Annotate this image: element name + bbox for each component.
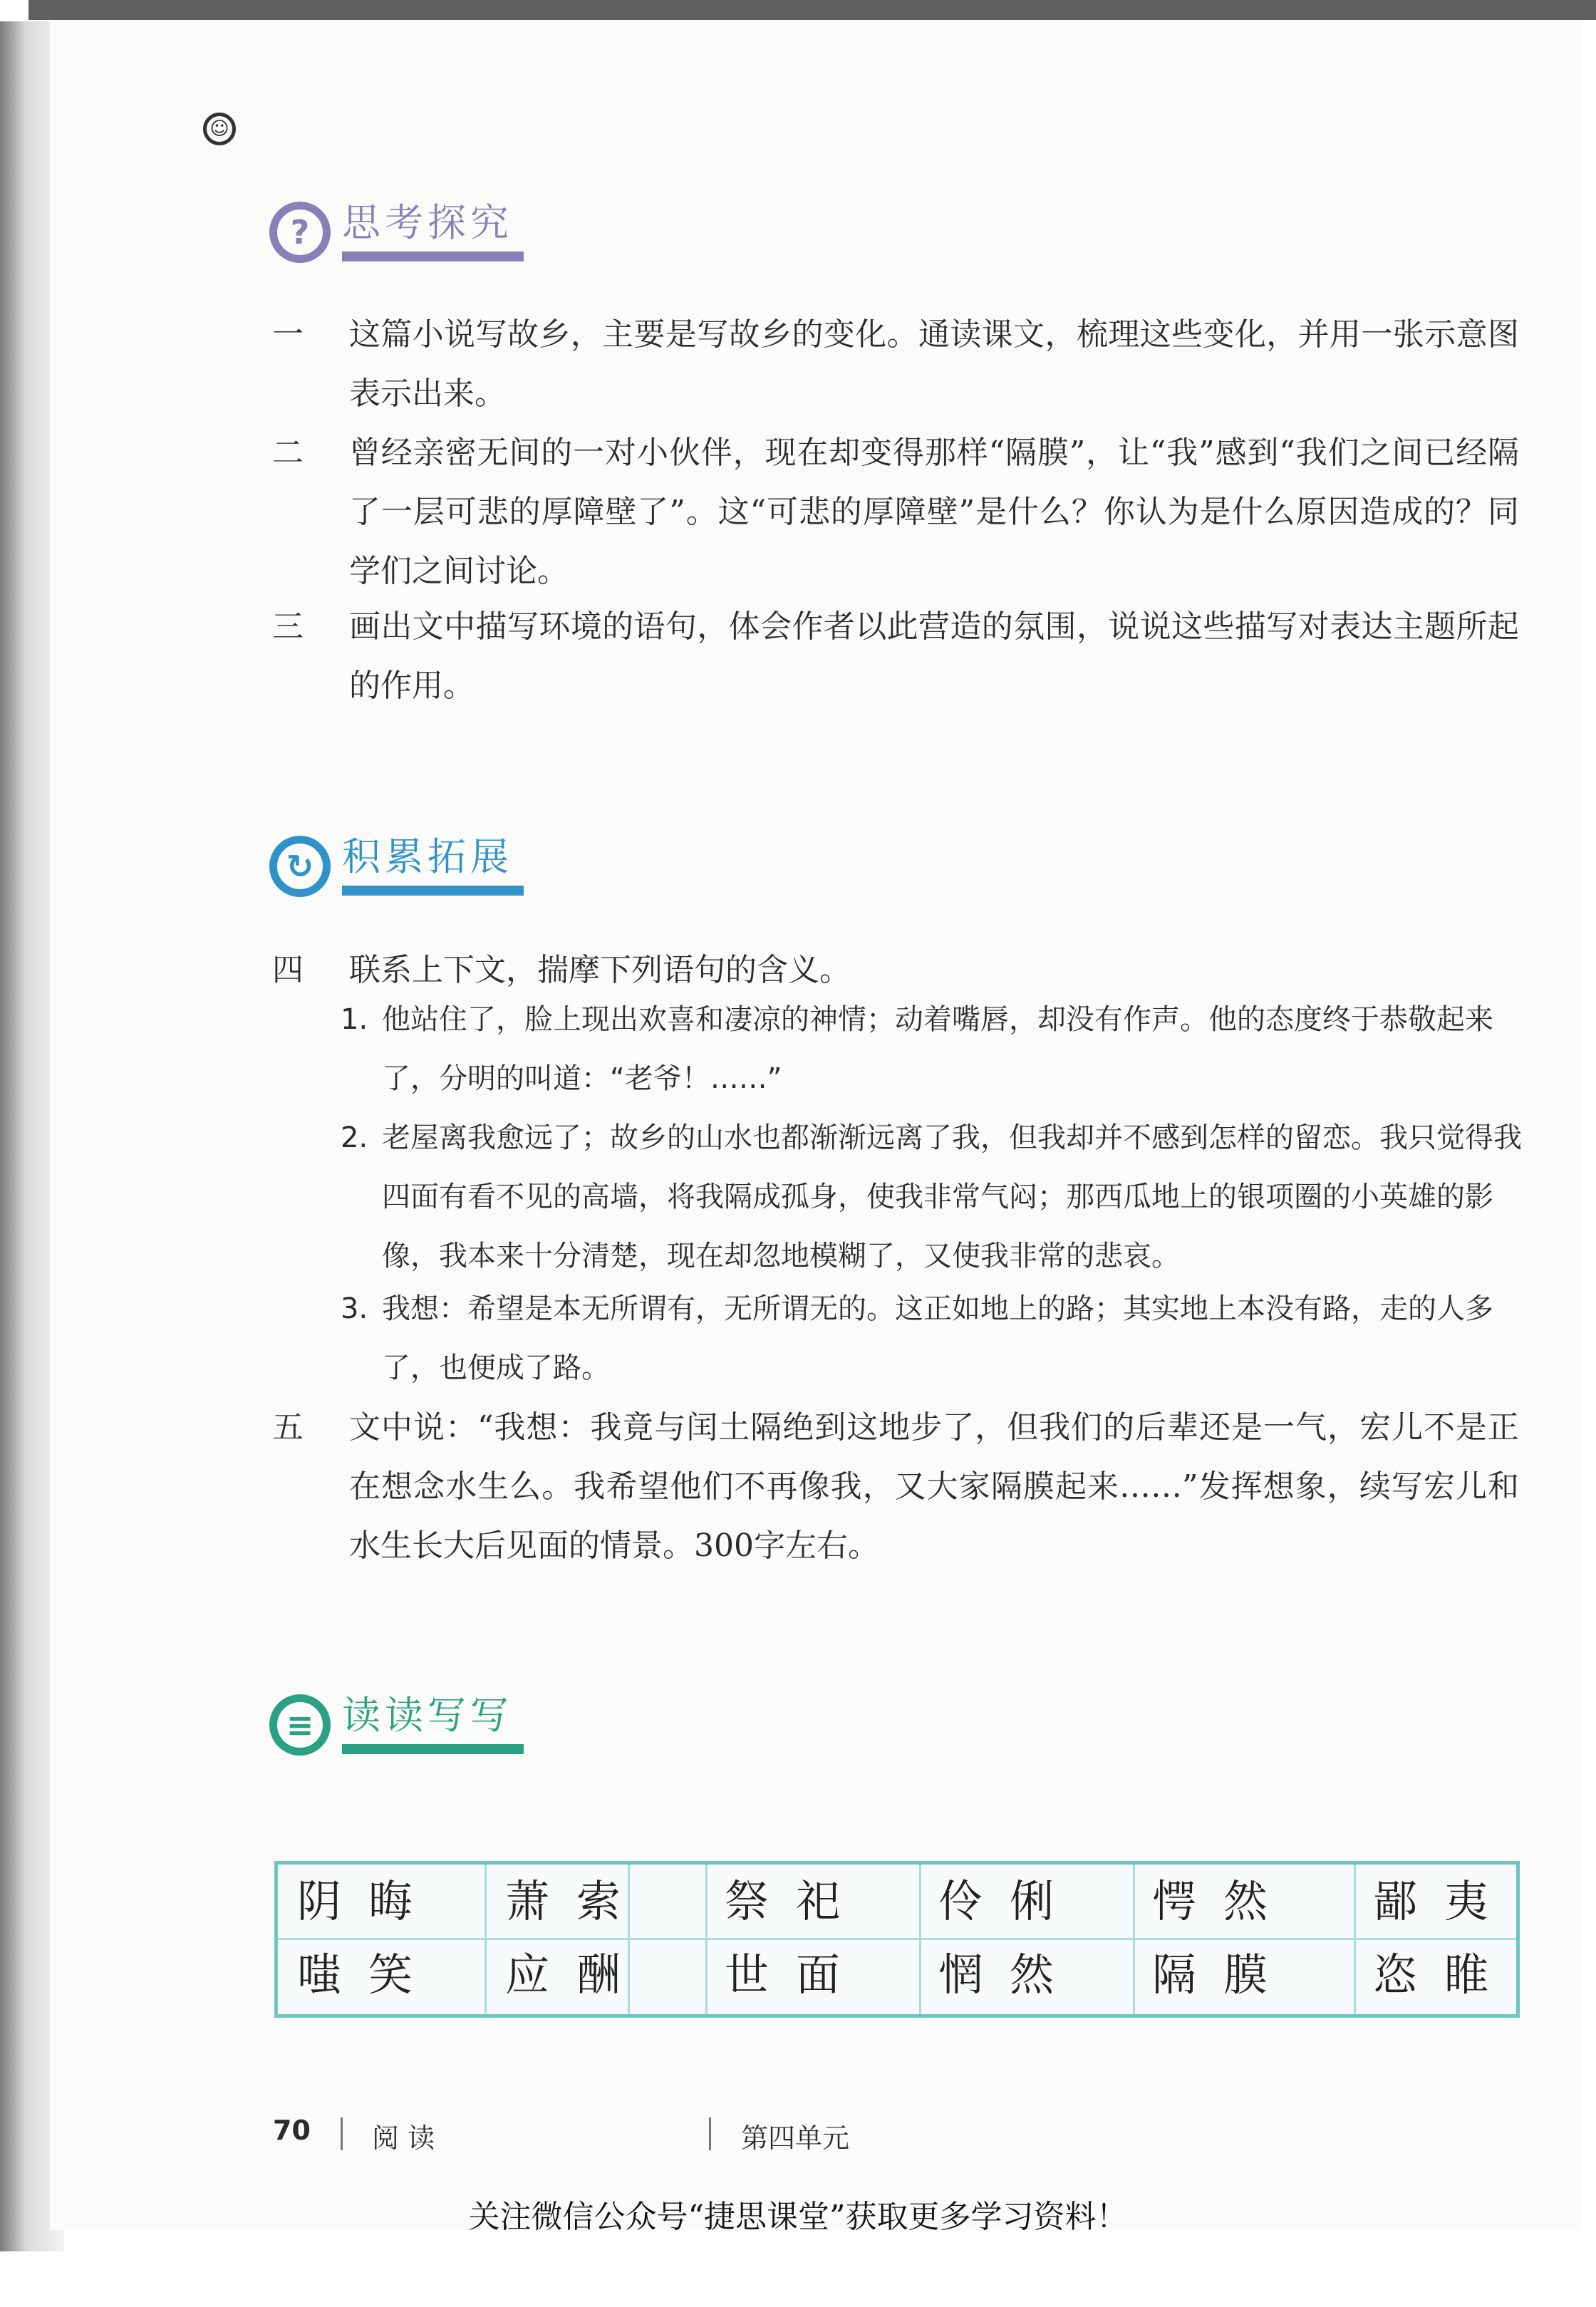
question-item xyxy=(272,305,1519,423)
word-char: 愕 xyxy=(1151,1875,1196,1927)
question-text: 文中说：“我想：我竟与闰土隔绝到这地步了，但我们的后辈还是一气，宏儿不是正在想念水生么。我希望他们不再像我，又大家隔膜起来……”发挥想象，续写宏儿和水生长大后见面的情景。300字左右。 xyxy=(349,1409,1519,1564)
footer-divider xyxy=(341,2117,343,2150)
section-header-accumulate xyxy=(269,826,524,897)
sub-text: 我想：希望是本无所谓有，无所谓无的。这正如地上的路；其实地上本没有路，走的人多了，也便成了路。 xyxy=(382,1292,1493,1384)
word-char: 酬 xyxy=(576,1949,621,2001)
sub-number: 2. xyxy=(341,1121,368,1154)
sub-item xyxy=(341,1109,1523,1286)
word-char: 应 xyxy=(504,1949,549,2001)
question-item xyxy=(272,1398,1519,1575)
word-char: 然 xyxy=(1223,1875,1268,1927)
grid-line xyxy=(919,1865,921,2014)
word-char: 惘 xyxy=(938,1949,983,2001)
grid-line xyxy=(484,1865,487,2014)
footer-divider xyxy=(709,2117,711,2150)
word-grid xyxy=(274,1861,1520,2018)
question-text: 联系上下文，揣摩下列语句的含义。 xyxy=(349,952,851,988)
question-number: 五 xyxy=(272,1409,304,1446)
question-text: 这篇小说写故乡，主要是写故乡的变化。通读课文，梳理这些变化，并用一张示意图表示出来。 xyxy=(349,316,1519,412)
word-char: 然 xyxy=(1009,1949,1054,2001)
footer-unit: 第四单元 xyxy=(741,2122,850,2154)
word-char: 阴 xyxy=(296,1875,341,1927)
grid-line xyxy=(278,1938,1516,1940)
grid-line xyxy=(705,1865,708,2014)
word-char: 膜 xyxy=(1223,1949,1268,2001)
word-char: 恣 xyxy=(1372,1949,1417,2001)
word-char: 睢 xyxy=(1444,1949,1488,2001)
word-char: 世 xyxy=(724,1949,769,2001)
sub-text: 老屋离我愈远了；故乡的山水也都渐渐远离了我，但我却并不感到怎样的留恋。我只觉得我四面有看不见的高墙，将我隔成孤身，使我非常气闷；那西瓜地上的银项圈的小英雄的影像，我本来十分清楚，现在却忽地模糊了，又使我非常的悲哀。 xyxy=(382,1121,1522,1272)
section-underline xyxy=(342,1744,524,1754)
question-number: 二 xyxy=(272,435,304,471)
page-number: 70 xyxy=(273,2115,311,2146)
question-text: 曾经亲密无间的一对小伙伴，现在却变得那样“隔膜”，让“我”感到“我们之间已经隔了一层可悲的厚障壁了”。这“可悲的厚障壁”是什么？你认为是什么原因造成的？同学们之间讨论。 xyxy=(349,435,1519,589)
smile-icon: ☺ xyxy=(203,113,236,145)
question-item xyxy=(272,597,1519,715)
grid-line xyxy=(1133,1865,1135,2014)
sub-item xyxy=(341,990,1523,1109)
word-char: 伶 xyxy=(938,1875,983,1927)
question-number: 三 xyxy=(272,608,304,645)
sub-item xyxy=(341,1280,1523,1398)
grid-line xyxy=(1354,1865,1356,2014)
question-text: 画出文中描写环境的语句，体会作者以此营造的氛围，说说这些描写对表达主题所起的作用。 xyxy=(349,608,1519,704)
word-char: 祭 xyxy=(724,1875,769,1927)
word-char: 俐 xyxy=(1009,1875,1054,1927)
section-header-readwrite xyxy=(269,1685,524,1756)
word-char: 嗤 xyxy=(296,1949,341,2001)
footer-part: 阅 读 xyxy=(372,2122,435,2154)
section-underline xyxy=(342,886,524,896)
word-char: 夷 xyxy=(1444,1875,1488,1927)
word-char: 祀 xyxy=(795,1875,840,1927)
word-char: 萧 xyxy=(504,1875,549,1927)
word-char: 晦 xyxy=(368,1875,413,1927)
page-edge xyxy=(28,0,1596,20)
question-number: 四 xyxy=(272,952,304,988)
question-item xyxy=(272,423,1519,601)
word-char: 鄙 xyxy=(1372,1875,1417,1927)
word-char: 笑 xyxy=(368,1949,413,2001)
word-char: 隔 xyxy=(1151,1949,1196,2001)
question-icon: ? xyxy=(269,202,331,263)
sub-text: 他站住了，脸上现出欢喜和凄凉的神情；动着嘴唇，却没有作声。他的态度终于恭敬起来了，分明的叫道：“老爷！……” xyxy=(382,1003,1493,1095)
question-number: 一 xyxy=(272,316,304,353)
section-underline xyxy=(342,252,524,261)
wechat-note: 关注微信公众号“捷思课堂”获取更多学习资料！ xyxy=(468,2199,1128,2235)
sub-number: 1. xyxy=(341,1003,368,1036)
section-title: 思考探究 xyxy=(342,200,513,245)
refresh-icon: ↻ xyxy=(269,836,331,897)
list-icon: ≡ xyxy=(269,1694,331,1756)
section-header-think xyxy=(269,192,524,263)
section-title: 积累拓展 xyxy=(342,834,513,879)
word-char: 面 xyxy=(795,1949,840,2001)
section-title: 读读写写 xyxy=(342,1693,513,1738)
word-char: 索 xyxy=(576,1875,621,1927)
sub-number: 3. xyxy=(341,1292,368,1325)
